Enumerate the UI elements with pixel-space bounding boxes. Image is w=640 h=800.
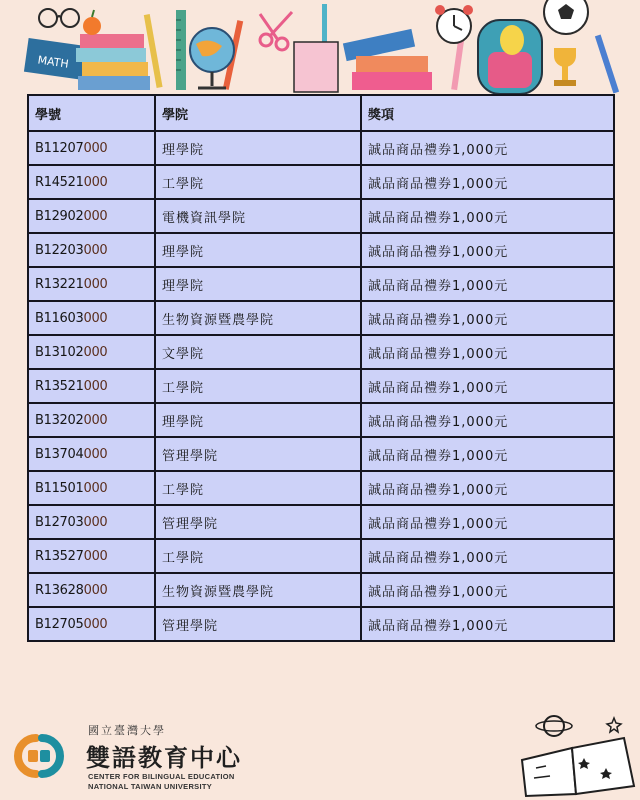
alarm-clock-icon: [435, 5, 473, 43]
student-id-prefix: B13704: [35, 446, 84, 462]
student-id-prefix: B12203: [35, 242, 84, 258]
college-cell: 文學院: [155, 335, 361, 369]
student-id-prefix: B11603: [35, 310, 84, 326]
center-name: 雙語教育中心: [86, 743, 242, 772]
apple-icon: [83, 10, 101, 35]
student-id-masked-suffix: 000: [83, 480, 108, 496]
university-name: 國立臺灣大學: [88, 724, 166, 737]
table-row: [28, 369, 614, 403]
student-id-cell: [28, 471, 155, 505]
student-id-prefix: B12705: [35, 616, 84, 632]
student-id-prefix: R13628: [35, 582, 84, 598]
student-id-cell: [28, 233, 155, 267]
trophy-icon: [554, 48, 576, 86]
table-row: [28, 131, 614, 165]
student-id-cell: [28, 539, 155, 573]
college-cell: 工學院: [155, 369, 361, 403]
student-id-prefix: R13221: [35, 276, 84, 292]
prize-cell: 誠品商品禮券1,000元: [361, 437, 614, 471]
college-cell: 生物資源暨農學院: [155, 301, 361, 335]
student-id-cell: [28, 301, 155, 335]
prize-cell: 誠品商品禮券1,000元: [361, 573, 614, 607]
college-cell: 電機資訊學院: [155, 199, 361, 233]
table-row: [28, 573, 614, 607]
ruler-icon: [176, 10, 186, 90]
student-id-masked-suffix: 000: [83, 276, 108, 292]
school-supplies-banner: [0, 0, 640, 96]
table-row: [28, 199, 614, 233]
books-icon: [24, 34, 150, 90]
header-college: 學院: [155, 95, 361, 131]
header-student-id: 學號: [28, 95, 155, 131]
backpack-icon: [478, 20, 542, 94]
bilingual-center-logo: [6, 722, 366, 794]
college-cell: 理學院: [155, 131, 361, 165]
college-cell: 管理學院: [155, 607, 361, 641]
student-id-prefix: B12703: [35, 514, 84, 530]
student-id-cell: [28, 199, 155, 233]
student-id-prefix: B11501: [35, 480, 84, 496]
college-cell: 生物資源暨農學院: [155, 573, 361, 607]
prize-cell: 誠品商品禮券1,000元: [361, 539, 614, 573]
student-id-masked-suffix: 000: [83, 242, 108, 258]
student-id-prefix: B13202: [35, 412, 84, 428]
student-id-cell: [28, 131, 155, 165]
student-id-masked-suffix: 000: [83, 446, 108, 462]
college-cell: 理學院: [155, 233, 361, 267]
student-id-masked-suffix: 000: [83, 582, 108, 598]
prize-cell: 誠品商品禮券1,000元: [361, 471, 614, 505]
open-book-illustration: [514, 708, 638, 798]
table-row: [28, 165, 614, 199]
prize-cell: 誠品商品禮券1,000元: [361, 131, 614, 165]
student-id-prefix: B11207: [35, 140, 84, 156]
student-id-prefix: R13521: [35, 378, 84, 394]
table-header-row: [28, 95, 614, 131]
student-id-prefix: R13527: [35, 548, 84, 564]
college-cell: 理學院: [155, 403, 361, 437]
prize-cell: 誠品商品禮券1,000元: [361, 335, 614, 369]
student-id-cell: [28, 165, 155, 199]
student-id-cell: [28, 607, 155, 641]
soccer-ball-icon: [544, 0, 588, 34]
student-id-cell: [28, 403, 155, 437]
student-id-prefix: B13102: [35, 344, 84, 360]
svg-text:MATH: MATH: [36, 53, 70, 71]
student-id-masked-suffix: 000: [83, 208, 108, 224]
bilingual-center-mark-icon: [6, 726, 72, 786]
student-id-masked-suffix: 000: [83, 514, 108, 530]
student-id-masked-suffix: 000: [83, 412, 108, 428]
prize-cell: 誠品商品禮券1,000元: [361, 369, 614, 403]
prize-cell: 誠品商品禮券1,000元: [361, 233, 614, 267]
college-cell: 管理學院: [155, 437, 361, 471]
header-prize: 獎項: [361, 95, 614, 131]
college-cell: 工學院: [155, 165, 361, 199]
awards-table-container: [27, 94, 613, 642]
student-id-masked-suffix: 000: [83, 140, 108, 156]
table-row: [28, 267, 614, 301]
college-cell: 工學院: [155, 539, 361, 573]
prize-cell: 誠品商品禮券1,000元: [361, 199, 614, 233]
prize-cell: 誠品商品禮券1,000元: [361, 607, 614, 641]
college-cell: 工學院: [155, 471, 361, 505]
student-id-masked-suffix: 000: [83, 310, 108, 326]
table-row: [28, 301, 614, 335]
student-id-masked-suffix: 000: [83, 548, 108, 564]
college-cell: 理學院: [155, 267, 361, 301]
student-id-masked-suffix: 000: [83, 616, 108, 632]
awards-table: [27, 94, 615, 642]
student-id-prefix: R14521: [35, 174, 84, 190]
student-id-cell: [28, 369, 155, 403]
table-row: [28, 471, 614, 505]
student-id-cell: [28, 267, 155, 301]
student-id-prefix: B12902: [35, 208, 84, 224]
student-id-masked-suffix: 000: [83, 344, 108, 360]
table-row: [28, 539, 614, 573]
prize-cell: 誠品商品禮券1,000元: [361, 165, 614, 199]
prize-cell: 誠品商品禮券1,000元: [361, 505, 614, 539]
table-row: [28, 437, 614, 471]
student-id-masked-suffix: 000: [83, 174, 108, 190]
prize-cell: 誠品商品禮券1,000元: [361, 267, 614, 301]
glasses-icon: [39, 9, 79, 27]
scissors-icon: [260, 12, 292, 50]
table-row: [28, 233, 614, 267]
table-row: [28, 607, 614, 641]
college-cell: 管理學院: [155, 505, 361, 539]
student-id-cell: [28, 573, 155, 607]
student-id-cell: [28, 505, 155, 539]
prize-cell: 誠品商品禮券1,000元: [361, 403, 614, 437]
university-english-name: NATIONAL TAIWAN UNIVERSITY: [88, 782, 213, 791]
student-id-masked-suffix: 000: [83, 378, 108, 394]
student-id-cell: [28, 335, 155, 369]
center-english-name: CENTER FOR BILINGUAL EDUCATION: [88, 772, 235, 781]
table-row: [28, 403, 614, 437]
student-id-cell: [28, 437, 155, 471]
table-row: [28, 505, 614, 539]
table-row: [28, 335, 614, 369]
prize-cell: 誠品商品禮券1,000元: [361, 301, 614, 335]
